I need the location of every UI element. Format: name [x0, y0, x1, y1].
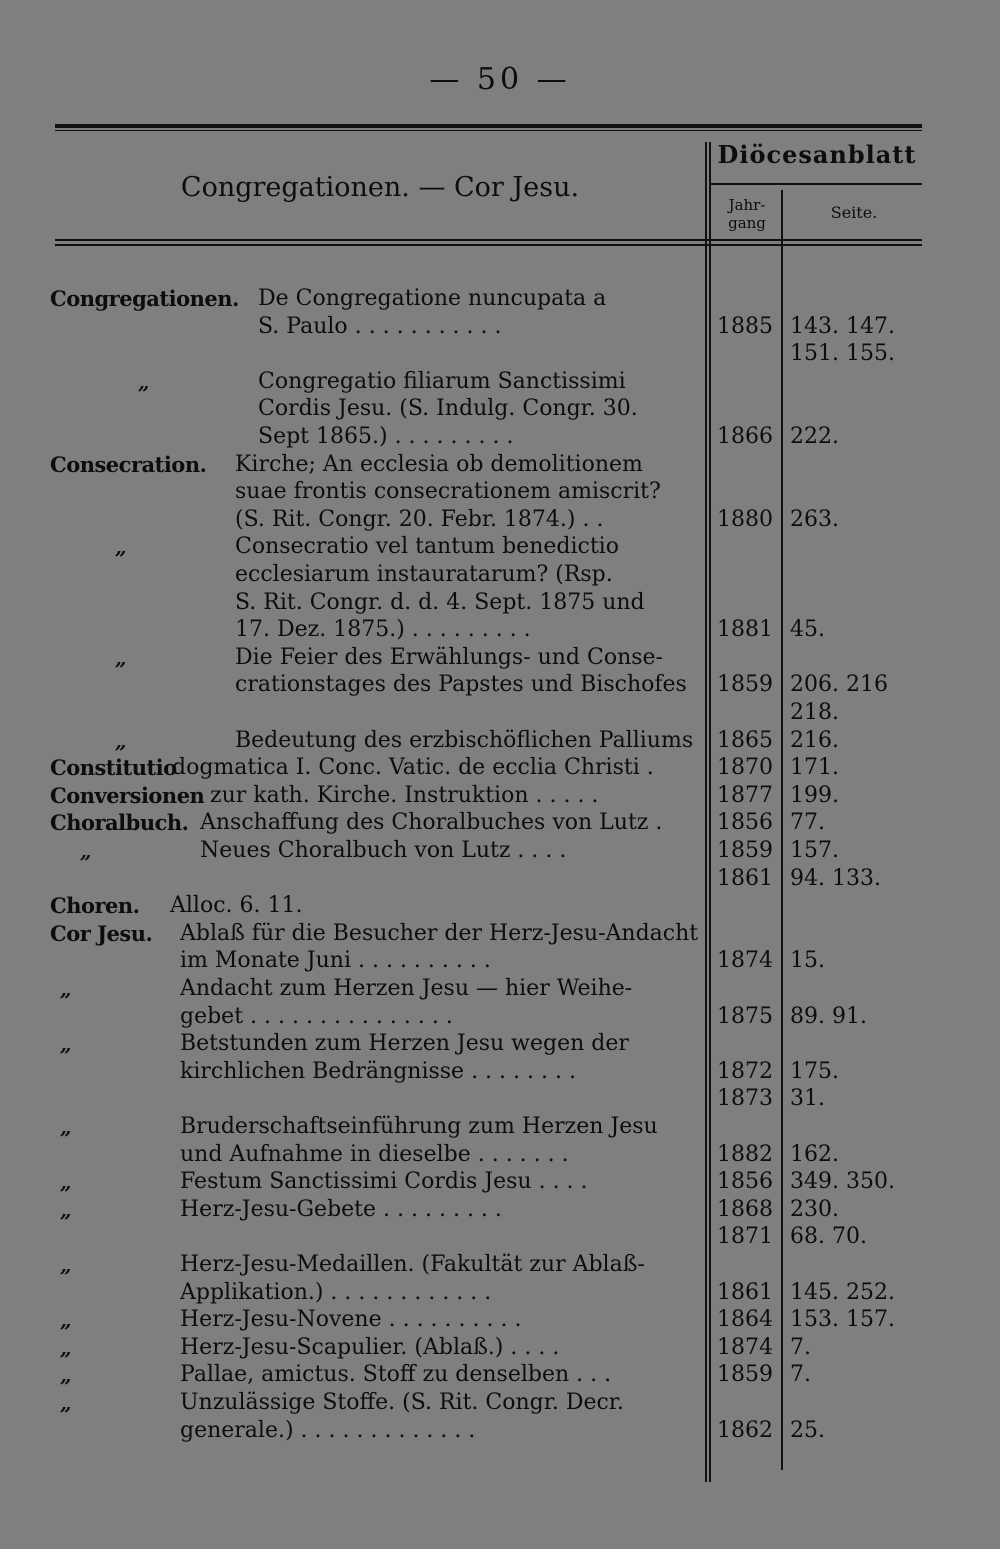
- table-row: [0, 451, 1000, 479]
- entry-text: Betstunden zum Herzen Jesu wegen der: [180, 1031, 629, 1057]
- entry-text: Bruderschaftseinführung zum Herzen Jesu: [180, 1114, 658, 1139]
- keyword: Conversionen: [50, 782, 205, 808]
- table-row: [0, 1361, 1000, 1389]
- year-cell: 1880: [717, 506, 773, 532]
- table-row: [0, 313, 1000, 341]
- table-row: [0, 506, 1000, 534]
- table-row: [0, 947, 1000, 975]
- year-cell: 1864: [717, 1307, 773, 1333]
- keyword: Choralbuch.: [50, 810, 189, 836]
- entry-text: S. Rit. Congr. d. d. 4. Sept. 1875 und: [235, 589, 645, 615]
- pages-cell: 143. 147.: [790, 313, 895, 339]
- year-cell: 1856: [717, 810, 773, 836]
- entry-text: De Congregatione nuncupata a: [258, 286, 607, 311]
- entry-text: dogmatica I. Conc. Vatic. de ecclia Christi .: [172, 755, 654, 781]
- year-cell: 1859: [717, 672, 773, 698]
- entry-text: gebet . . . . . . . . . . . . . . .: [180, 1003, 453, 1029]
- ditto-mark: „: [80, 839, 92, 863]
- keyword: Congregationen.: [50, 286, 239, 311]
- year-cell: 1885: [717, 313, 773, 339]
- table-row: [0, 1141, 1000, 1169]
- ditto-mark: „: [60, 1363, 72, 1388]
- entry-text: Pallae, amictus. Stoff zu denselben . . .: [180, 1362, 612, 1388]
- pages-cell: 230.: [790, 1196, 839, 1222]
- table-row: [0, 892, 1000, 920]
- entry-text: zur kath. Kirche. Instruktion . . . . .: [210, 782, 599, 808]
- ditto-mark: „: [115, 535, 127, 560]
- year-cell: 1865: [717, 727, 773, 753]
- table-row: [0, 865, 1000, 893]
- table-row: [0, 1058, 1000, 1086]
- pages-cell: 216.: [790, 727, 839, 753]
- keyword: Constitutio: [50, 755, 177, 781]
- entry-text: Congregatio filiarum Sanctissimi: [258, 368, 626, 394]
- table-row: [0, 1334, 1000, 1362]
- year-cell: 1871: [717, 1224, 773, 1250]
- year-cell: 1874: [717, 1334, 773, 1360]
- table-row: [0, 1251, 1000, 1279]
- header-seite: Seite.: [830, 203, 878, 222]
- ditto-mark: „: [115, 728, 127, 753]
- pages-cell: 171.: [790, 755, 839, 781]
- entry-text: generale.) . . . . . . . . . . . . .: [180, 1417, 476, 1443]
- page-number: — 50 —: [429, 62, 571, 97]
- entry-text: Ablaß für die Besucher der Herz-Jesu-Andacht: [180, 920, 699, 946]
- entry-text: Alloc. 6. 11.: [170, 893, 303, 919]
- table-row: [0, 1223, 1000, 1251]
- entry-text: Herz-Jesu-Gebete . . . . . . . . .: [180, 1196, 502, 1222]
- year-cell: 1856: [717, 1169, 773, 1195]
- entry-text: kirchlichen Bedrängnisse . . . . . . . .: [180, 1058, 576, 1084]
- entry-text: Neues Choralbuch von Lutz . . . .: [200, 838, 567, 863]
- top-rule: [55, 124, 922, 128]
- year-cell: 1861: [717, 865, 773, 891]
- ditto-mark: „: [60, 1197, 72, 1222]
- entry-text: Kirche; An ecclesia ob demolitionem: [235, 451, 643, 477]
- year-cell: 1862: [717, 1417, 773, 1443]
- table-row: [0, 754, 1000, 782]
- pages-cell: 25.: [790, 1417, 825, 1443]
- pages-cell: 7.: [790, 1334, 811, 1360]
- table-row: [0, 616, 1000, 644]
- pages-cell: 349. 350.: [790, 1169, 895, 1195]
- keyword: Consecration.: [50, 451, 207, 477]
- keyword: Choren.: [50, 893, 140, 919]
- pages-cell: 68. 70.: [790, 1224, 867, 1250]
- year-cell: 1873: [717, 1086, 773, 1112]
- entry-text: Consecratio vel tantum benedictio: [235, 534, 619, 560]
- pages-cell: 206. 216: [790, 672, 888, 698]
- entry-text: Herz-Jesu-Medaillen. (Fakultät zur Ablaß-: [180, 1252, 645, 1277]
- table-row: [0, 340, 1000, 368]
- table-row: [0, 1003, 1000, 1031]
- year-cell: 1875: [717, 1003, 773, 1029]
- table-row: [0, 423, 1000, 451]
- table-row: [0, 975, 1000, 1003]
- table-row: [0, 920, 1000, 948]
- table-row: [0, 589, 1000, 617]
- table-row: [0, 478, 1000, 506]
- table-row: [0, 837, 1000, 865]
- entry-text: Unzulässige Stoffe. (S. Rit. Congr. Decr.: [180, 1390, 624, 1415]
- table-row: [0, 1113, 1000, 1141]
- table-row: [0, 727, 1000, 755]
- ditto-mark: „: [60, 1335, 72, 1360]
- pages-cell: 263.: [790, 506, 839, 532]
- header-bottom-rule: [55, 239, 922, 241]
- pages-cell: 218.: [790, 700, 839, 725]
- table-row: [0, 533, 1000, 561]
- entry-text: Applikation.) . . . . . . . . . . . .: [180, 1279, 492, 1305]
- year-cell: 1868: [717, 1196, 773, 1222]
- ditto-mark: „: [60, 977, 72, 1001]
- table-row: [0, 1196, 1000, 1224]
- year-cell: 1861: [717, 1279, 773, 1305]
- entry-text: 17. Dez. 1875.) . . . . . . . . .: [235, 617, 531, 643]
- entry-text: suae frontis consecrationem amiscrit?: [235, 479, 661, 505]
- table-row: [0, 782, 1000, 810]
- dioc-divider: [710, 183, 922, 185]
- ditto-mark: „: [60, 1170, 72, 1195]
- entry-text: Andacht zum Herzen Jesu — hier Weihe-: [180, 976, 633, 1001]
- ditto-mark: „: [60, 1115, 72, 1139]
- entry-text: S. Paulo . . . . . . . . . . .: [258, 313, 502, 339]
- keyword: Cor Jesu.: [50, 920, 153, 946]
- year-cell: 1877: [717, 782, 773, 808]
- pages-cell: 15.: [790, 948, 825, 974]
- entry-text: Sept 1865.) . . . . . . . . .: [258, 424, 514, 449]
- pages-cell: 31.: [790, 1086, 825, 1112]
- table-row: [0, 368, 1000, 396]
- entry-text: (S. Rit. Congr. 20. Febr. 1874.) . .: [235, 506, 604, 532]
- table-row: [0, 285, 1000, 313]
- entry-text: Festum Sanctissimi Cordis Jesu . . . .: [180, 1169, 588, 1195]
- table-row: [0, 1306, 1000, 1334]
- table-row: [0, 699, 1000, 727]
- ditto-mark: „: [60, 1308, 72, 1333]
- table-row: [0, 1030, 1000, 1058]
- header-jahrgang: Jahr- gang: [728, 196, 766, 232]
- year-cell: 1881: [717, 617, 773, 643]
- year-cell: 1859: [717, 838, 773, 863]
- top-rule-thin: [55, 130, 922, 131]
- pages-cell: 157.: [790, 838, 839, 863]
- table-row: [0, 671, 1000, 699]
- table-row: [0, 1389, 1000, 1417]
- pages-cell: 45.: [790, 617, 825, 643]
- header-dioecesanblatt: Diöcesanblatt: [717, 140, 917, 169]
- ditto-mark: „: [60, 1391, 72, 1415]
- table-row: [0, 644, 1000, 672]
- pages-cell: 162.: [790, 1141, 839, 1167]
- entry-text: crationstages des Papstes und Bischofes: [235, 672, 687, 698]
- year-cell: 1872: [717, 1058, 773, 1084]
- entry-text: ecclesiarum instauratarum? (Rsp.: [235, 562, 613, 587]
- year-cell: 1859: [717, 1362, 773, 1388]
- table-row: [0, 809, 1000, 837]
- pages-cell: 89. 91.: [790, 1003, 867, 1029]
- entry-text: Cordis Jesu. (S. Indulg. Congr. 30.: [258, 396, 638, 422]
- ditto-mark: „: [60, 1032, 72, 1057]
- pages-cell: 222.: [790, 424, 839, 449]
- table-row: [0, 561, 1000, 589]
- entry-text: Herz-Jesu-Scapulier. (Ablaß.) . . . .: [180, 1334, 560, 1360]
- pages-cell: 77.: [790, 810, 825, 836]
- pages-cell: 199.: [790, 782, 839, 808]
- header-title: Congregationen. — Cor Jesu.: [180, 172, 580, 203]
- entry-text: und Aufnahme in dieselbe . . . . . . .: [180, 1141, 569, 1167]
- entry-text: Die Feier des Erwählungs- und Conse-: [235, 644, 663, 670]
- table-row: [0, 1279, 1000, 1307]
- pages-cell: 94. 133.: [790, 865, 881, 891]
- pages-cell: 7.: [790, 1362, 811, 1388]
- table-row: [0, 395, 1000, 423]
- pages-cell: 175.: [790, 1058, 839, 1084]
- year-cell: 1874: [717, 948, 773, 974]
- entry-text: Herz-Jesu-Novene . . . . . . . . . .: [180, 1307, 522, 1333]
- ditto-mark: „: [138, 369, 150, 394]
- year-cell: 1870: [717, 755, 773, 781]
- table-row: [0, 1417, 1000, 1445]
- table-row: [0, 1168, 1000, 1196]
- ditto-mark: „: [115, 645, 127, 670]
- year-cell: 1866: [717, 424, 773, 449]
- entry-text: Bedeutung des erzbischöflichen Palliums: [235, 727, 694, 753]
- pages-cell: 145. 252.: [790, 1279, 895, 1305]
- ditto-mark: „: [60, 1253, 72, 1277]
- table-row: [0, 1085, 1000, 1113]
- year-cell: 1882: [717, 1141, 773, 1167]
- pages-cell: 151. 155.: [790, 341, 895, 367]
- header-bottom-rule-2: [55, 244, 922, 246]
- entry-text: im Monate Juni . . . . . . . . . .: [180, 948, 491, 974]
- pages-cell: 153. 157.: [790, 1307, 895, 1333]
- entry-text: Anschaffung des Choralbuches von Lutz .: [200, 810, 663, 836]
